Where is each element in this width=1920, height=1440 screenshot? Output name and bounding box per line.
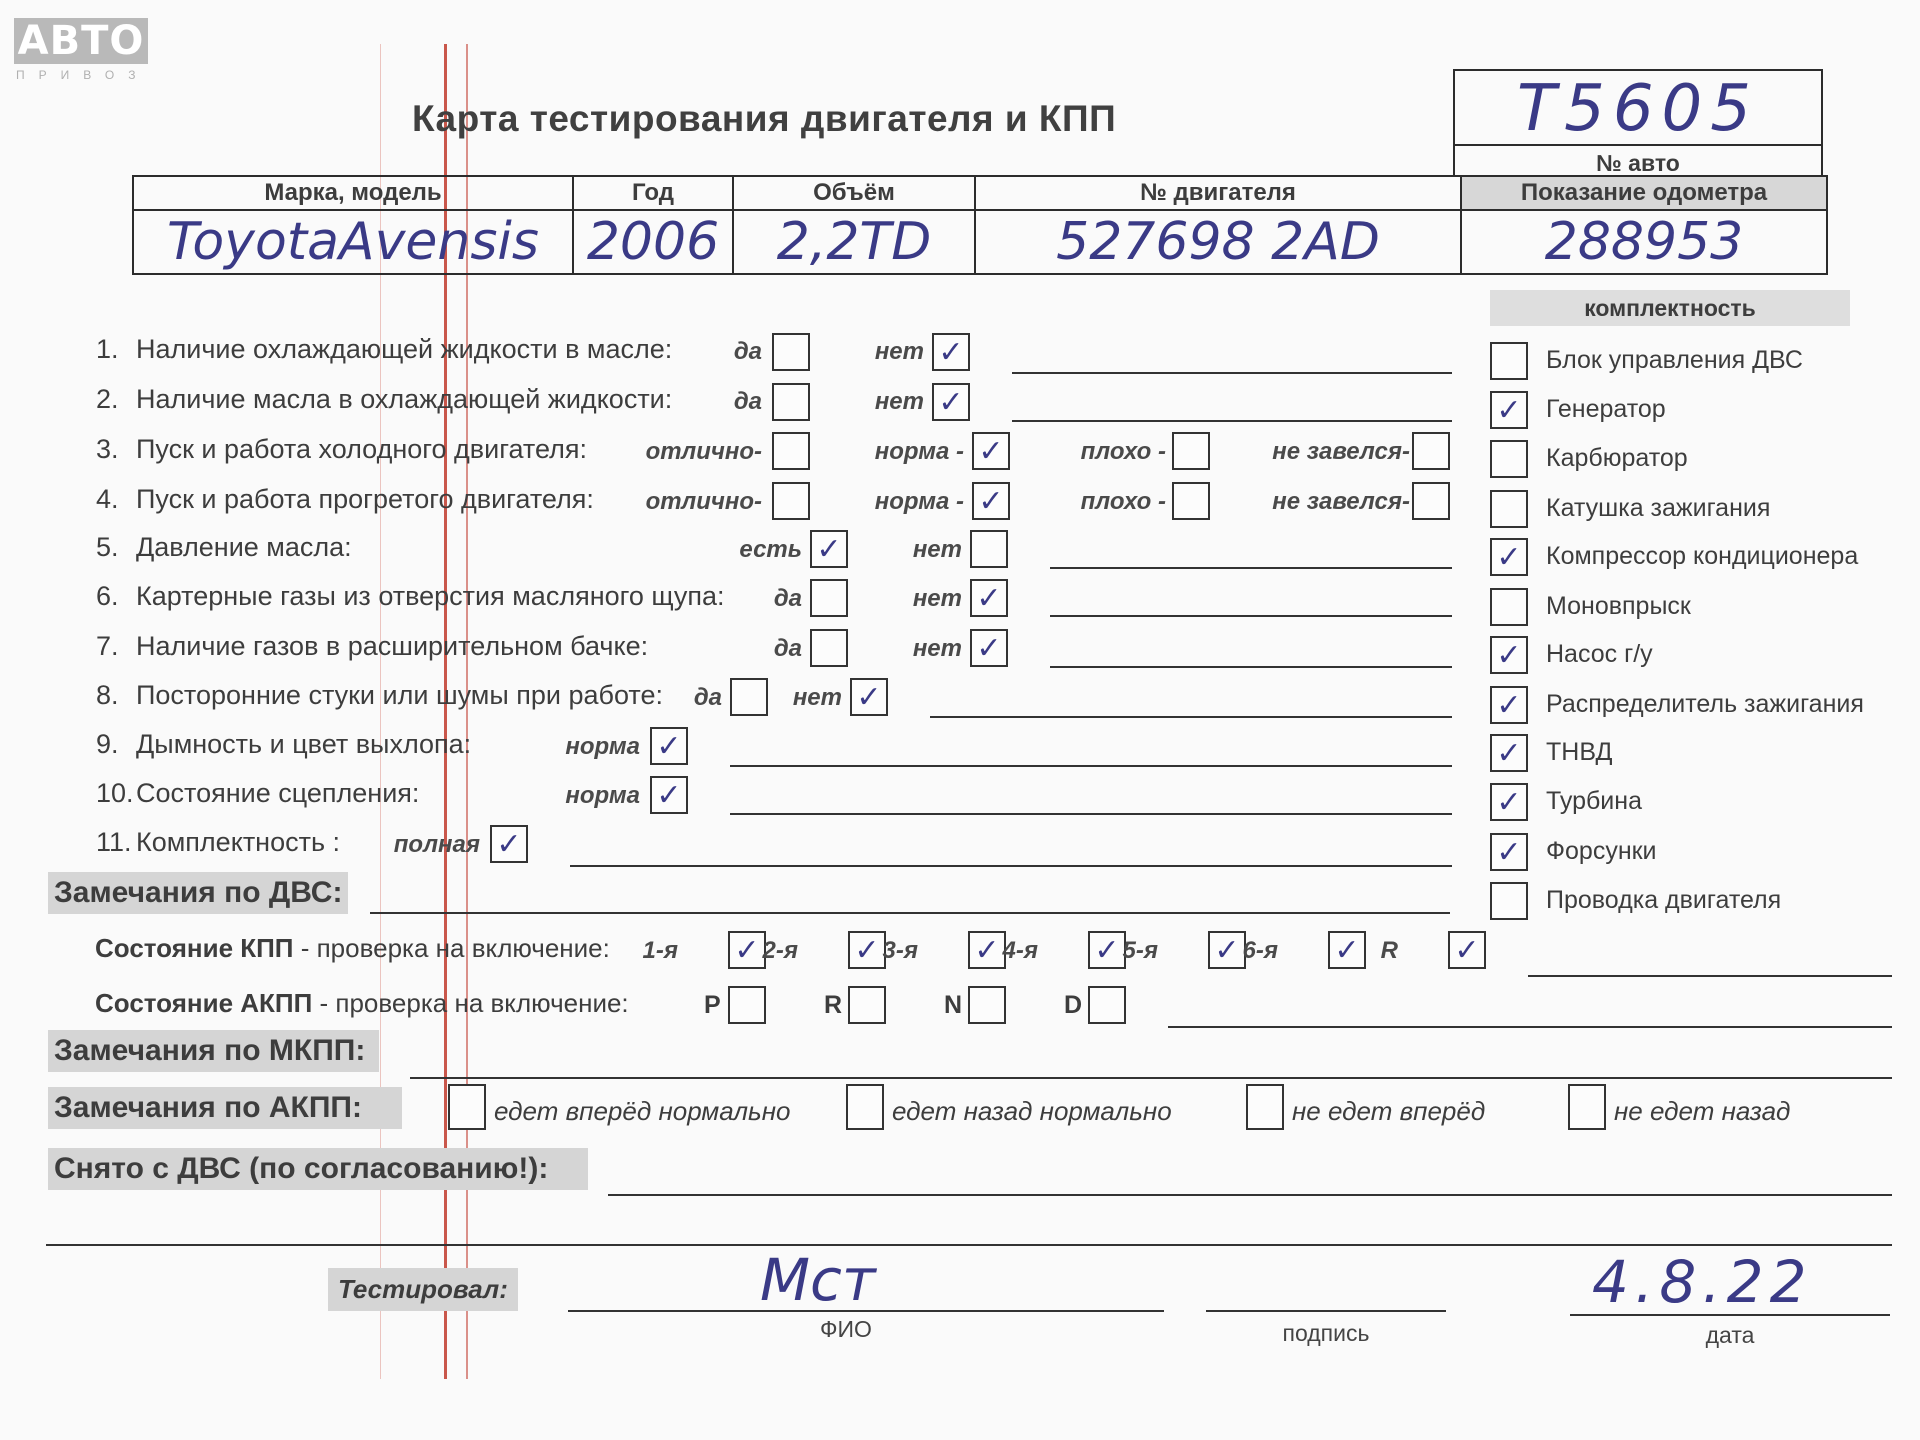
- option-label: полная: [393, 831, 480, 858]
- gear-checkbox[interactable]: ✓: [848, 931, 886, 969]
- akpp-gear-label: P: [704, 991, 721, 1019]
- gear-checkbox[interactable]: ✓: [1448, 931, 1486, 969]
- komplektnost-item: Турбина: [1546, 787, 1642, 815]
- checkbox[interactable]: [772, 333, 810, 371]
- akpp-option-checkbox[interactable]: [448, 1084, 486, 1130]
- checkbox[interactable]: [1172, 482, 1210, 520]
- akpp-option-checkbox[interactable]: [1246, 1084, 1284, 1130]
- question-5: 5. Давление масла:: [96, 532, 352, 562]
- question-10: 10.Состояние сцепления:: [96, 778, 420, 808]
- komplektnost-checkbox[interactable]: [1490, 342, 1528, 380]
- akpp-option-label: не едет назад: [1614, 1096, 1791, 1126]
- akpp-gear-label: N: [944, 991, 963, 1019]
- signature-fio: Мст: [760, 1246, 876, 1314]
- gear-label: 3-я: [882, 937, 918, 964]
- akpp-gear-label: D: [1064, 991, 1083, 1019]
- komplektnost-item: Насос г/у: [1546, 640, 1653, 668]
- option-label: нет: [912, 585, 962, 612]
- checkbox[interactable]: [772, 482, 810, 520]
- komplektnost-item: Моновпрыск: [1546, 592, 1691, 620]
- engine-number-value: 527698 2AD: [1056, 212, 1380, 272]
- checkbox[interactable]: [810, 579, 848, 617]
- date-line: [1570, 1314, 1890, 1316]
- option-label: не завелся-: [1272, 438, 1410, 465]
- komplektnost-item: Блок управления ДВС: [1546, 346, 1803, 374]
- col-header: № двигателя: [1140, 179, 1296, 206]
- tested-label: Тестировал:: [328, 1268, 518, 1311]
- date-caption: дата: [1705, 1322, 1755, 1348]
- gear-label: 5-я: [1122, 937, 1158, 964]
- checkbox[interactable]: ✓: [650, 776, 688, 814]
- question-9: 9. Дымность и цвет выхлопа:: [96, 729, 472, 759]
- akpp-option-label: едет назад нормально: [892, 1096, 1172, 1126]
- komplektnost-checkbox[interactable]: ✓: [1490, 391, 1528, 429]
- akpp-option-label: не едет вперёд: [1292, 1096, 1486, 1126]
- col-header: Марка, модель: [264, 179, 442, 206]
- logo-text: АВТО: [14, 18, 148, 64]
- option-label: нет: [912, 536, 962, 563]
- section-zamechaniya-dvs: Замечания по ДВС:: [48, 872, 348, 914]
- question-6: 6. Картерные газы из отверстия масляного щупа:: [96, 581, 725, 611]
- note-line: [930, 716, 1452, 718]
- note-line: [410, 1077, 1892, 1079]
- model-value: ToyotaAvensis: [167, 212, 539, 272]
- col-header: Год: [632, 179, 674, 206]
- option-label: норма: [565, 733, 640, 760]
- page-title: Карта тестирования двигателя и КПП: [412, 98, 1117, 139]
- note-line: [370, 912, 1450, 914]
- logo: [14, 18, 149, 82]
- option-label: норма -: [874, 438, 964, 465]
- gear-label: 1-я: [642, 937, 678, 964]
- option-label: да: [773, 585, 802, 612]
- gear-checkbox[interactable]: ✓: [1208, 931, 1246, 969]
- fio-caption: ФИО: [820, 1316, 872, 1342]
- checkbox[interactable]: [970, 530, 1008, 568]
- question-1: 1. Наличие охлаждающей жидкости в масле:: [96, 334, 673, 364]
- checkbox[interactable]: ✓: [490, 825, 528, 863]
- option-label: плохо -: [1080, 438, 1166, 465]
- komplektnost-checkbox[interactable]: ✓: [1490, 686, 1528, 724]
- option-label: норма: [565, 782, 640, 809]
- note-line: [730, 765, 1452, 767]
- checkbox[interactable]: [1172, 432, 1210, 470]
- section-zamechaniya-akpp: Замечания по АКПП:: [48, 1087, 402, 1129]
- checkbox[interactable]: [730, 678, 768, 716]
- komplektnost-checkbox[interactable]: ✓: [1490, 538, 1528, 576]
- option-label: да: [733, 338, 762, 365]
- komplektnost-item: Распределитель зажигания: [1546, 690, 1864, 718]
- gear-label: 2-я: [762, 937, 798, 964]
- akpp-gear-label: R: [824, 991, 843, 1019]
- option-label: плохо -: [1080, 488, 1166, 515]
- checkbox[interactable]: ✓: [932, 333, 970, 371]
- auto-number-box: [1453, 69, 1823, 177]
- option-label: нет: [874, 338, 924, 365]
- akpp-option-label: едет вперёд нормально: [494, 1096, 791, 1126]
- akpp-gear-checkbox[interactable]: [728, 986, 766, 1024]
- kpp-label: Состояние КПП - проверка на включение:: [95, 933, 610, 963]
- question-7: 7. Наличие газов в расширительном бачке:: [96, 631, 649, 661]
- note-line: [1050, 615, 1452, 617]
- gear-label: 6-я: [1242, 937, 1278, 964]
- komplektnost-checkbox[interactable]: [1490, 588, 1528, 626]
- vehicle-header-table: [132, 175, 1828, 275]
- auto-number-value: Т5605: [1517, 72, 1759, 146]
- col-header: Показание одометра: [1520, 179, 1768, 206]
- option-label: да: [773, 635, 802, 662]
- akpp-option-checkbox[interactable]: [846, 1084, 884, 1130]
- note-line: [570, 865, 1452, 867]
- note-line: [1168, 1026, 1892, 1028]
- option-label: нет: [792, 684, 842, 711]
- note-line: [608, 1194, 1892, 1196]
- komplektnost-item: Генератор: [1546, 395, 1666, 423]
- checkbox[interactable]: [772, 432, 810, 470]
- note-line: [730, 813, 1452, 815]
- gear-label: 4-я: [1002, 937, 1038, 964]
- komplektnost-checkbox[interactable]: ✓: [1490, 636, 1528, 674]
- note-line: [1528, 975, 1892, 977]
- checkbox[interactable]: ✓: [972, 482, 1010, 520]
- option-label: да: [733, 388, 762, 415]
- checkbox[interactable]: [1412, 432, 1450, 470]
- gear-label: R: [1380, 937, 1398, 964]
- volume-value: 2,2TD: [776, 212, 932, 272]
- komplektnost-item: Форсунки: [1546, 837, 1657, 865]
- checkbox[interactable]: [1412, 482, 1450, 520]
- col-header: Объём: [813, 179, 895, 206]
- option-label: есть: [739, 536, 802, 563]
- date-value: 4.8.22: [1592, 1248, 1813, 1316]
- komplektnost-checkbox[interactable]: [1490, 490, 1528, 528]
- note-line: [1050, 666, 1452, 668]
- checkbox[interactable]: [810, 629, 848, 667]
- checkbox[interactable]: ✓: [810, 530, 848, 568]
- akpp-gear-checkbox[interactable]: [968, 986, 1006, 1024]
- year-value: 2006: [586, 212, 720, 272]
- auto-number-label: № авто: [1455, 144, 1821, 179]
- komplektnost-item: Катушка зажигания: [1546, 494, 1771, 522]
- signature-caption: подпись: [1282, 1320, 1370, 1346]
- checkbox[interactable]: ✓: [970, 629, 1008, 667]
- option-label: отлично-: [645, 488, 762, 515]
- komplektnost-item: Проводка двигателя: [1546, 886, 1782, 914]
- option-label: нет: [874, 388, 924, 415]
- option-label: не завелся-: [1272, 488, 1410, 515]
- question-8: 8. Посторонние стуки или шумы при работе:: [96, 680, 663, 710]
- komplektnost-item: ТНВД: [1546, 738, 1613, 766]
- section-zamechaniya-mkpp: Замечания по МКПП:: [48, 1030, 379, 1072]
- odometer-value: 288953: [1544, 212, 1744, 272]
- gear-checkbox[interactable]: ✓: [968, 931, 1006, 969]
- komplektnost-checkbox[interactable]: ✓: [1490, 734, 1528, 772]
- question-11: 11. Комплектность :: [96, 827, 341, 857]
- signature-line: [1206, 1310, 1446, 1312]
- checkbox[interactable]: ✓: [972, 432, 1010, 470]
- checkbox[interactable]: ✓: [970, 579, 1008, 617]
- checkbox[interactable]: [772, 383, 810, 421]
- logo-subtitle: ПРИВОЗ: [16, 68, 150, 82]
- gear-checkbox[interactable]: ✓: [728, 931, 766, 969]
- option-label: да: [693, 684, 722, 711]
- komplektnost-item: Карбюратор: [1546, 444, 1688, 472]
- question-2: 2. Наличие масла в охлаждающей жидкости:: [96, 384, 673, 414]
- note-line: [1012, 420, 1452, 422]
- option-label: нет: [912, 635, 962, 662]
- komplektnost-checkbox[interactable]: [1490, 440, 1528, 478]
- akpp-option-checkbox[interactable]: [1568, 1084, 1606, 1130]
- akpp-label: Состояние АКПП - проверка на включение:: [95, 988, 629, 1018]
- komplektnost-checkbox[interactable]: [1490, 882, 1528, 920]
- note-line: [46, 1244, 1892, 1246]
- checkbox[interactable]: ✓: [932, 383, 970, 421]
- option-label: норма -: [874, 488, 964, 515]
- komplektnost-item: Компрессор кондиционера: [1546, 542, 1859, 570]
- akpp-gear-checkbox[interactable]: [848, 986, 886, 1024]
- note-line: [1050, 567, 1452, 569]
- gear-checkbox[interactable]: ✓: [1328, 931, 1366, 969]
- question-4: 4. Пуск и работа прогретого двигателя:: [96, 484, 594, 514]
- komplektnost-title: комплектность: [1490, 290, 1850, 326]
- note-line: [1012, 372, 1452, 374]
- komplektnost-checkbox[interactable]: ✓: [1490, 783, 1528, 821]
- fio-line: [568, 1310, 1164, 1312]
- akpp-gear-checkbox[interactable]: [1088, 986, 1126, 1024]
- checkbox[interactable]: ✓: [850, 678, 888, 716]
- question-3: 3. Пуск и работа холодного двигателя:: [96, 434, 587, 464]
- komplektnost-checkbox[interactable]: ✓: [1490, 833, 1528, 871]
- checkbox[interactable]: ✓: [650, 727, 688, 765]
- section-snyato: Снято с ДВС (по согласованию!):: [48, 1148, 588, 1190]
- gear-checkbox[interactable]: ✓: [1088, 931, 1126, 969]
- option-label: отлично-: [645, 438, 762, 465]
